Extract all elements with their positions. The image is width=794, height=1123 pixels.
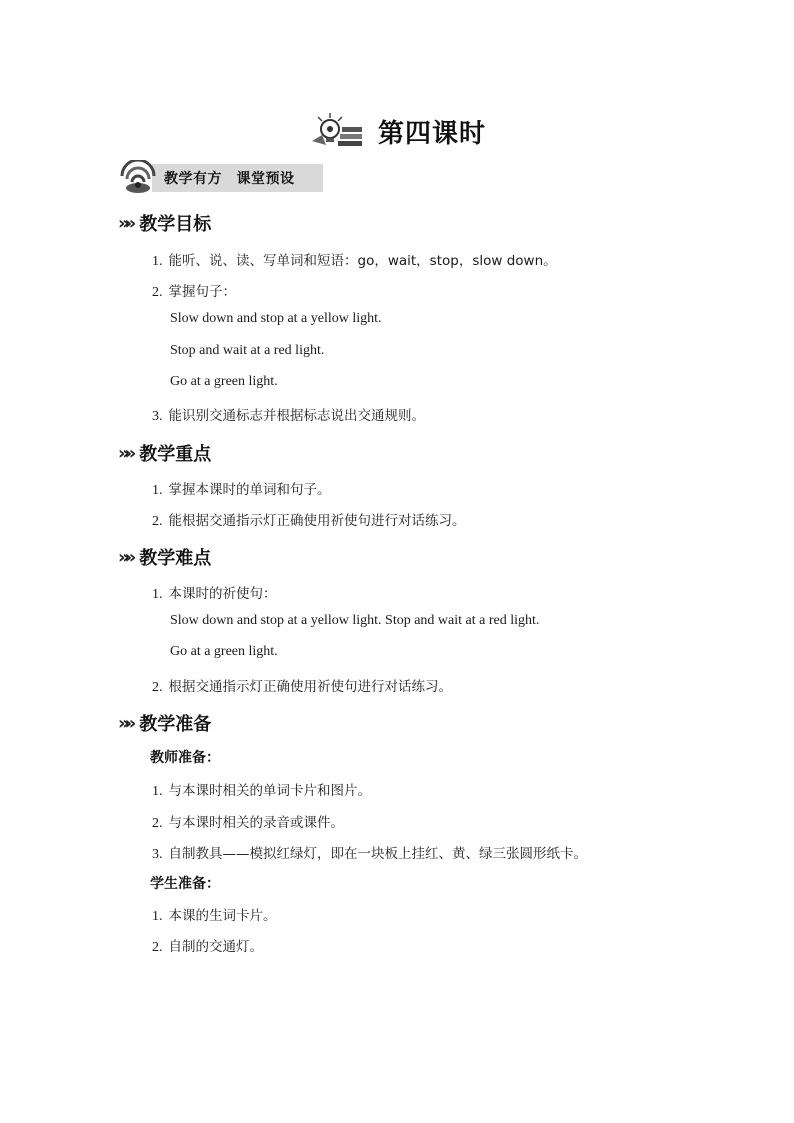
item-text: 本课的生词卡片。 [168, 908, 277, 924]
item-number: 2. [152, 816, 163, 831]
double-chevron-icon: »» [118, 442, 132, 464]
section-heading-focus [118, 440, 211, 466]
heading-text: 教学难点 [139, 548, 212, 569]
list-item [152, 842, 587, 863]
item-text: 与本课时相关的单词卡片和图片。 [168, 783, 371, 799]
item-text: 与本课时相关的录音或课件。 [168, 815, 344, 831]
section-heading-prep [118, 710, 211, 736]
student-prep-label: 学生准备： [150, 876, 220, 892]
list-item [152, 509, 466, 530]
english-sentence: Go at a green light. [170, 644, 278, 659]
item-number: 3. [152, 847, 163, 862]
english-sentence: Go at a green light. [170, 374, 278, 389]
heading-text: 教学重点 [139, 444, 212, 465]
signal-wave-icon [118, 160, 158, 196]
item-number: 2. [152, 680, 163, 695]
banner-label: 教学有方 课堂预设 [152, 164, 323, 192]
section-heading-goals [118, 210, 211, 236]
english-sentence: Stop and wait at a red light. [170, 343, 325, 358]
list-item [152, 811, 344, 832]
item-text: 自制的交通灯。 [168, 939, 263, 955]
list-item [152, 935, 263, 956]
item-number: 1. [152, 587, 163, 602]
item-text: 掌握句子： [168, 284, 236, 300]
item-number: 1. [152, 784, 163, 799]
heading-text: 教学目标 [139, 214, 212, 235]
double-chevron-icon: »» [118, 712, 132, 734]
page-title: 第四课时 [377, 118, 486, 149]
item-text: 能识别交通标志并根据标志说出交通规则。 [168, 408, 425, 424]
list-item [152, 675, 452, 696]
heading-text: 教学准备 [139, 714, 212, 735]
item-text: 本课时的祈使句： [168, 586, 277, 602]
english-sentence: Slow down and stop at a yellow light. Stop and wait at a red light. [170, 613, 540, 628]
item-text: 自制教具——模拟红绿灯，即在一块板上挂红、黄、绿三张圆形纸卡。 [168, 846, 587, 862]
list-item [152, 904, 277, 925]
section-banner [118, 160, 323, 196]
teacher-prep-label: 教师准备： [150, 750, 220, 766]
english-sentence: Slow down and stop at a yellow light. [170, 311, 382, 326]
lightbulb-books-icon [308, 111, 368, 151]
list-item [152, 582, 277, 603]
list-item [152, 779, 371, 800]
list-item [152, 404, 425, 425]
item-text: 掌握本课时的单词和句子。 [168, 482, 331, 498]
item-number: 2. [152, 514, 163, 529]
list-item [152, 478, 331, 499]
item-number: 1. [152, 909, 163, 924]
item-text: 根据交通指示灯正确使用祈使句进行对话练习。 [168, 679, 452, 695]
list-item [152, 280, 236, 301]
item-number: 1. [152, 483, 163, 498]
double-chevron-icon: »» [118, 546, 132, 568]
list-item [152, 249, 557, 270]
section-heading-difficulty [118, 544, 211, 570]
page-title-row [0, 106, 794, 156]
item-number: 1. [152, 254, 163, 269]
item-text: 能根据交通指示灯正确使用祈使句进行对话练习。 [168, 513, 466, 529]
item-number: 2. [152, 285, 163, 300]
double-chevron-icon: »» [118, 212, 132, 234]
item-text: 能听、说、读、写单词和短语：go，wait，stop，slow down。 [168, 253, 557, 269]
item-number: 3. [152, 409, 163, 424]
item-number: 2. [152, 940, 163, 955]
